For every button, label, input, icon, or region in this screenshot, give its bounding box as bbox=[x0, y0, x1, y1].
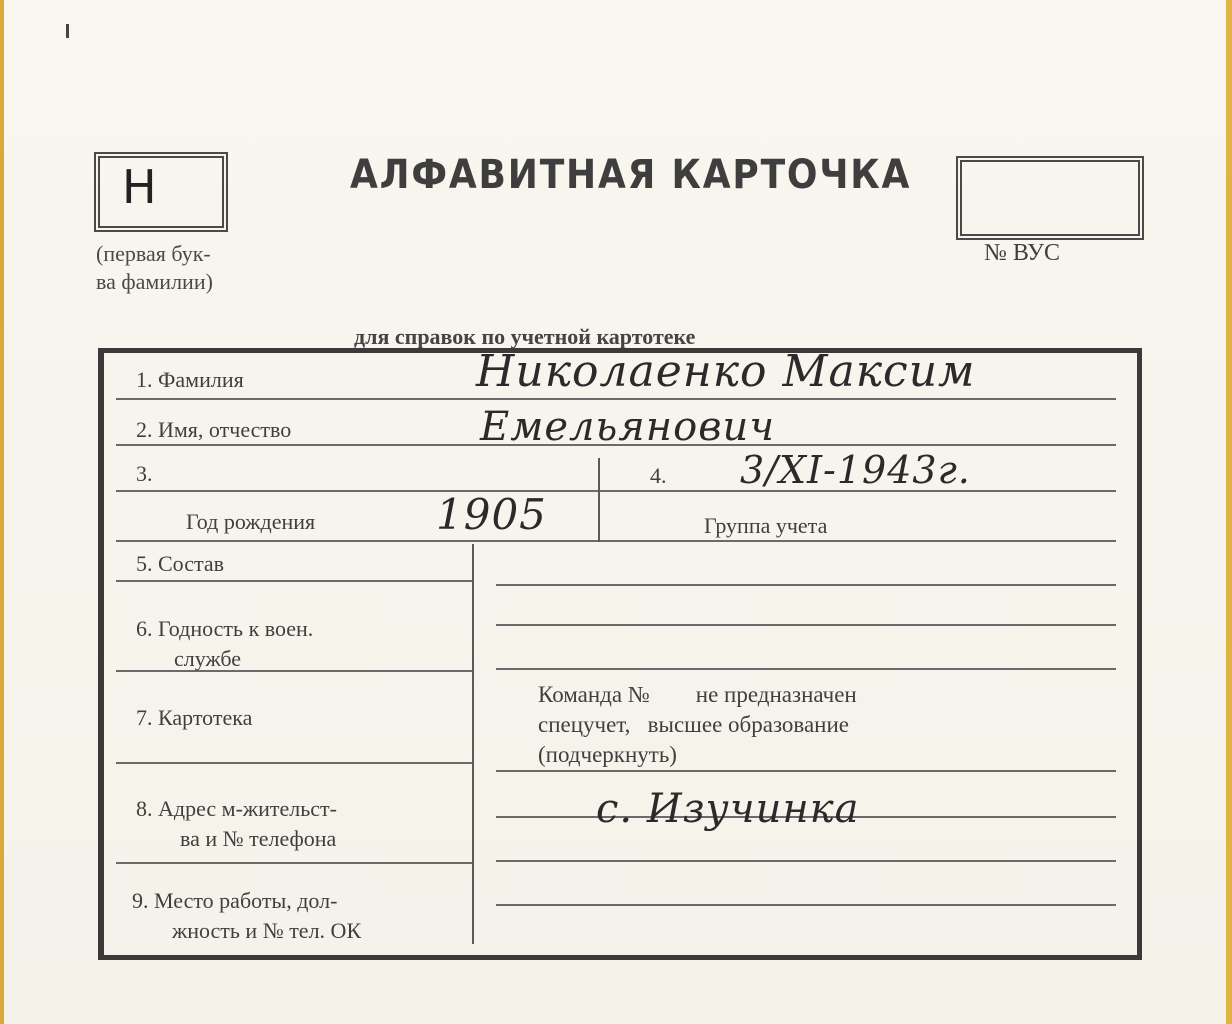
vus-box bbox=[956, 156, 1144, 240]
rule-right-6 bbox=[496, 860, 1116, 862]
field-5-label: 5. Состав bbox=[136, 551, 225, 576]
field-2-value: Емельянович bbox=[480, 404, 776, 450]
rule-right-1 bbox=[496, 584, 1116, 586]
first-letter-value: Н bbox=[122, 160, 157, 214]
field-1-label: 1. Фамилия bbox=[136, 367, 244, 392]
field-9-label bbox=[132, 886, 361, 946]
field-6-label-line1: 6. Годность к воен. bbox=[136, 616, 314, 641]
team-line3: (подчеркнуть) bbox=[538, 742, 677, 767]
field-9-label-line2: жность и № тел. ОК bbox=[172, 918, 362, 943]
team-block bbox=[538, 680, 857, 770]
field-6-label-line2: службе bbox=[174, 646, 242, 671]
field-7-label: 7. Картотека bbox=[136, 705, 253, 730]
rule-left-5 bbox=[116, 580, 472, 582]
card-subtitle: для справок по учетной картотеке bbox=[354, 324, 696, 349]
team-line1: Команда № не предназначен bbox=[538, 682, 857, 707]
field-8-label bbox=[136, 794, 337, 854]
rule-right-7 bbox=[496, 904, 1116, 906]
rule-right-4 bbox=[496, 770, 1116, 772]
first-letter-caption bbox=[96, 240, 296, 296]
field-4-value: 3/XI-1943г. bbox=[740, 448, 971, 492]
first-letter-caption-line2: ва фамилии) bbox=[96, 269, 213, 294]
field-9-label-line1: 9. Место работы, дол- bbox=[132, 888, 338, 913]
team-line2: спецучет, высшее образование bbox=[538, 712, 849, 737]
rule-right-3 bbox=[496, 668, 1116, 670]
field-1-value: Николаенко Максим bbox=[476, 346, 976, 397]
vus-caption: № ВУС bbox=[984, 240, 1060, 266]
ink-speck bbox=[66, 24, 69, 38]
card-left-edge bbox=[0, 0, 4, 1024]
birth-year-label: Год рождения bbox=[186, 509, 316, 534]
rule-left-8 bbox=[116, 862, 472, 864]
first-letter-caption-line1: (первая бук- bbox=[96, 241, 211, 266]
field-6-label bbox=[136, 614, 313, 674]
field-2-label: 2. Имя, отчество bbox=[136, 417, 292, 442]
group-label: Группа учета bbox=[704, 513, 828, 538]
rule-right-2 bbox=[496, 624, 1116, 626]
first-letter-box bbox=[94, 152, 228, 232]
divider-columns bbox=[472, 544, 474, 944]
rule-left-7 bbox=[116, 762, 472, 764]
field-4-label: 4. bbox=[650, 463, 667, 488]
field-3-label: 3. bbox=[136, 461, 153, 486]
birth-year-value: 1905 bbox=[436, 490, 547, 539]
field-8-label-line1: 8. Адрес м-жительст- bbox=[136, 796, 337, 821]
divider-row3 bbox=[598, 458, 600, 542]
field-8-label-line2: ва и № телефона bbox=[180, 826, 337, 851]
address-value: с. Изучинка bbox=[596, 786, 860, 832]
card-title: АЛФАВИТНАЯ КАРТОЧКА bbox=[350, 152, 912, 198]
rule-row1 bbox=[116, 398, 1116, 400]
card-right-edge bbox=[1226, 0, 1232, 1024]
rule-row-birth bbox=[116, 540, 1116, 542]
